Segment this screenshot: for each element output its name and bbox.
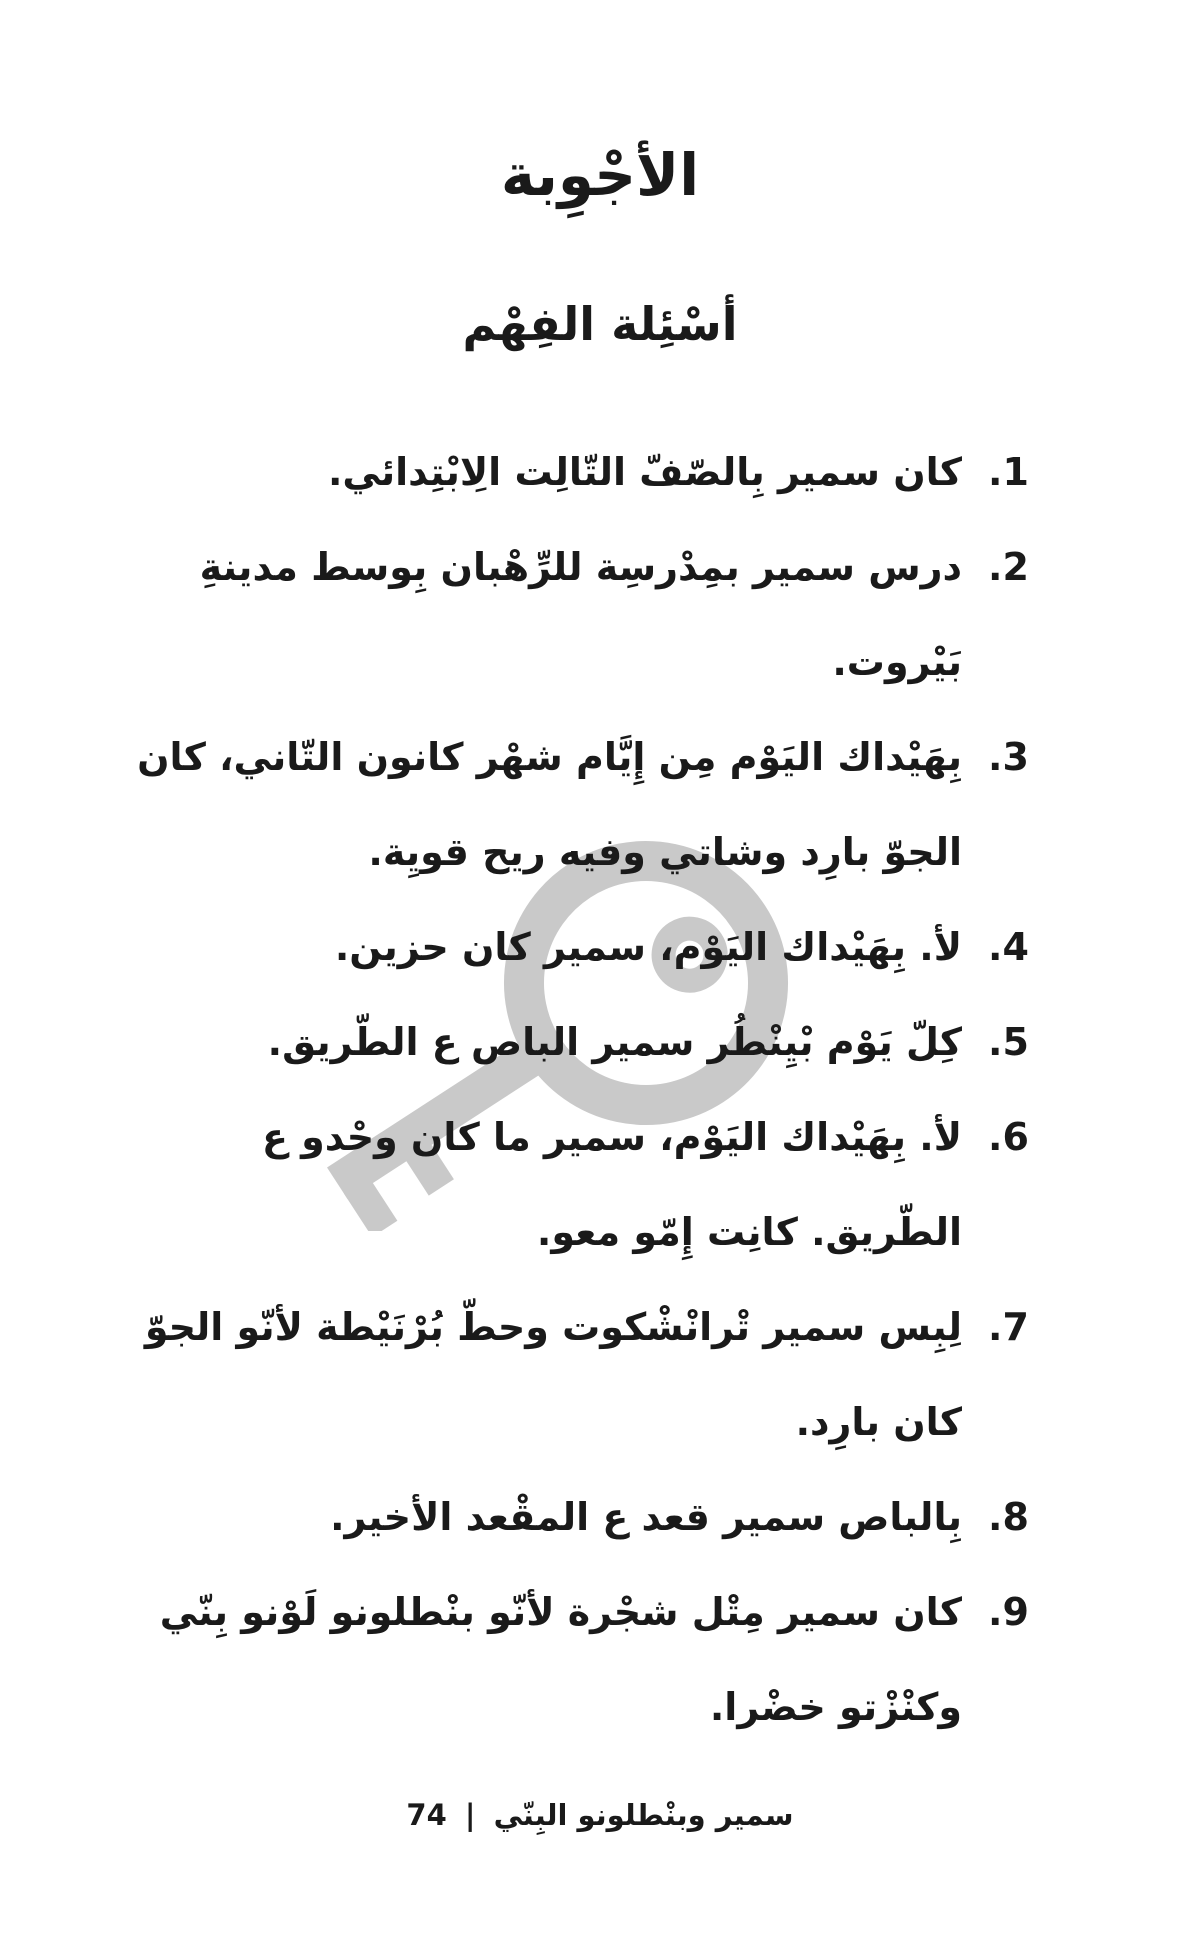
- answer-item: [100, 900, 1032, 995]
- answer-text: بِهَيْداك اليَوْم مِن إِيَّام شهْر كانون التّاني، كان الجوّ بارِد وشاتي وفيه ريح قويِة.: [137, 734, 962, 874]
- answer-item: [100, 1565, 1032, 1755]
- answer-number: 7.: [988, 1304, 1029, 1349]
- answer-item: [100, 425, 1032, 520]
- answer-number: 9.: [988, 1589, 1029, 1634]
- answer-item: [100, 1090, 1032, 1280]
- answer-item: [100, 710, 1032, 900]
- answers-list: [100, 425, 1032, 1755]
- answer-number: 6.: [988, 1114, 1029, 1159]
- answer-number: 3.: [988, 734, 1029, 779]
- answer-number: 1.: [988, 449, 1029, 494]
- page-content: [0, 136, 1200, 1755]
- answer-text: لِبِس سمير تْرانْشْكوت وحطّ بُرْنَيْطة لأنّو الجوّ كان بارِد.: [144, 1304, 962, 1444]
- answer-key-page: [0, 136, 1200, 1936]
- footer-book-title: سمير وبنْطلونو البِنّي: [493, 1798, 794, 1832]
- footer-separator: |: [464, 1798, 476, 1832]
- answer-text: كِلّ يَوْم بْيِنْطُر سمير الباص ع الطّريق.: [267, 1019, 962, 1064]
- footer-page-number: 74: [406, 1798, 447, 1832]
- page-title: الأجْوِبة: [500, 141, 700, 209]
- answer-number: 5.: [988, 1019, 1029, 1064]
- answer-text: درس سمير بمِدْرسِة للرِّهْبان بِوسط مدينةِ بَيْروت.: [199, 544, 962, 684]
- answer-text: كان سمير مِتْل شجْرة لأنّو بنْطلونو لَوْنو بِنّي وكنْزْتو خضْرا.: [159, 1589, 962, 1729]
- answer-number: 4.: [988, 924, 1029, 969]
- answer-number: 2.: [988, 544, 1029, 589]
- section-heading: أسْئِلة الفِهْم: [462, 297, 738, 352]
- page-footer: [0, 1798, 1200, 1832]
- answer-item: [100, 995, 1032, 1090]
- answer-item: [100, 1470, 1032, 1565]
- answer-text: لأ. بِهَيْداك اليَوْم، سمير كان حزين.: [334, 924, 962, 969]
- answer-item: [100, 1280, 1032, 1470]
- answer-item: [100, 520, 1032, 710]
- answer-text: لأ. بِهَيْداك اليَوْم، سمير ما كان وحْدو ع الطّريق. كانِت إِمّو معو.: [261, 1114, 962, 1254]
- answer-text: بِالباص سمير قعد ع المقْعد الأخير.: [330, 1494, 962, 1539]
- answer-text: كان سمير بِالصّفّ التّالِت الِابْتِدائي.: [327, 449, 962, 494]
- answer-number: 8.: [988, 1494, 1029, 1539]
